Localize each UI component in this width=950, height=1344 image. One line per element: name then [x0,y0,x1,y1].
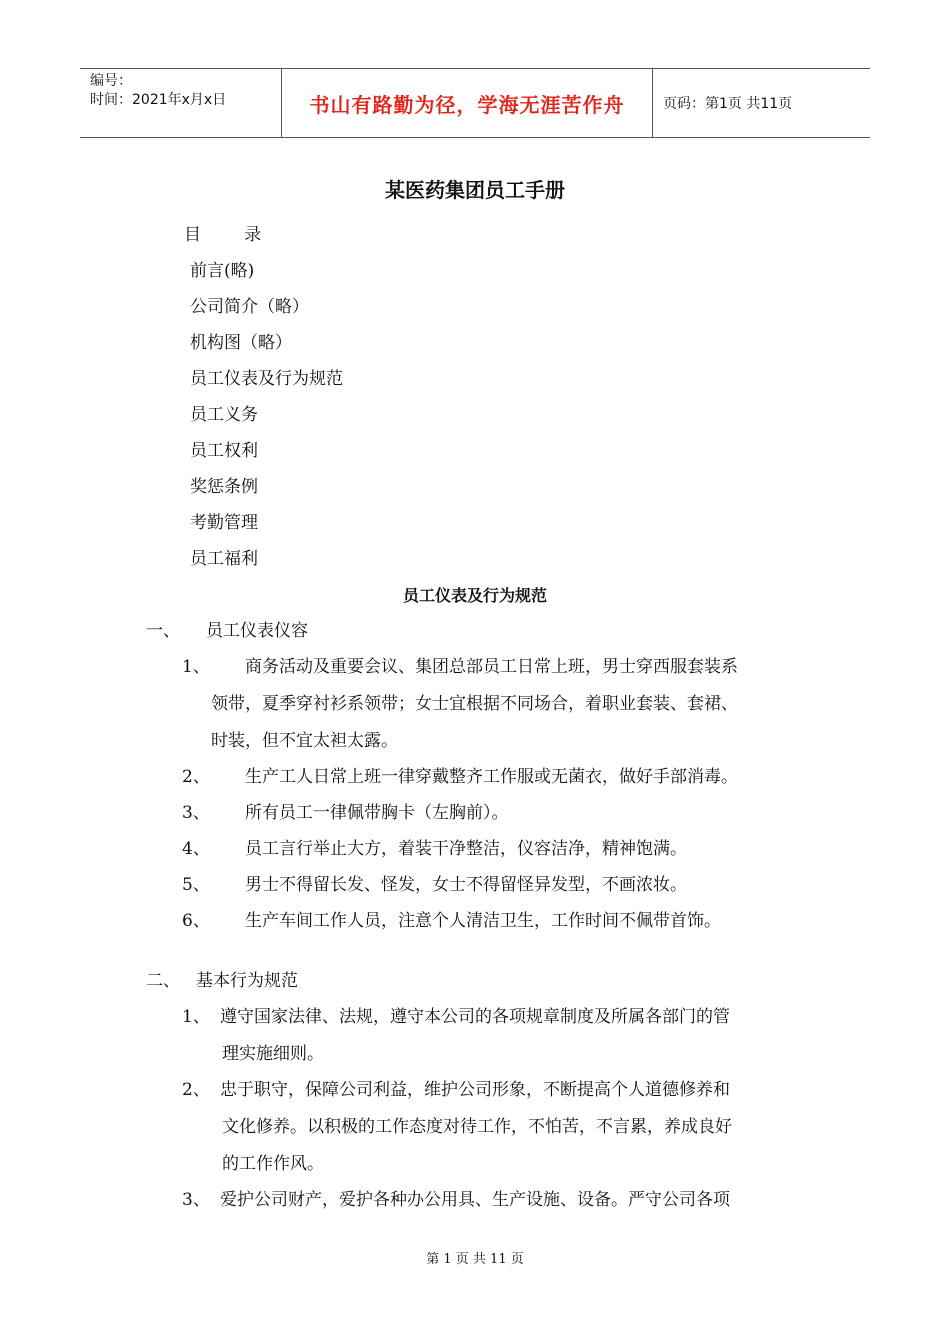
header-page-info: 页码：第1页 共11页 [663,96,793,112]
toc-item: 奖惩条例 [190,477,258,497]
toc-item: 员工仪表及行为规范 [190,369,343,389]
toc-item: 公司简介（略） [190,297,309,317]
toc-item: 考勤管理 [190,513,258,533]
section-title: 员工仪表及行为规范 [402,586,547,605]
toc-heading: 目 录 [184,225,262,245]
item-line: 男士不得留长发、怪发，女士不得留怪异发型，不画浓妆。 [245,875,687,895]
item-number: 2、 [182,1080,210,1100]
part-number: 一、 [146,621,180,641]
item-line: 生产工人日常上班一律穿戴整齐工作服或无菌衣，做好手部消毒。 [245,767,738,787]
time-label: 时间：2021年x月x日 [90,92,227,108]
header-meta-cell [80,69,282,137]
item-number: 1、 [182,1007,210,1027]
part-title: 员工仪表仪容 [206,621,308,641]
item-line: 理实施细则。 [222,1044,324,1064]
page-footer: 第 1 页 共 11 页 [426,1252,524,1267]
header-motto: 书山有路勤为径，学海无涯苦作舟 [282,69,653,137]
item-line: 所有员工一律佩带胸卡（左胸前）。 [245,803,509,823]
document-title: 某医药集团员工手册 [385,178,565,202]
toc-item: 员工义务 [190,405,258,425]
toc-item: 机构图（略） [190,333,292,353]
item-number: 4、 [182,839,210,859]
item-line: 商务活动及重要会议、集团总部员工日常上班，男士穿西服套装系 [245,657,738,677]
item-line: 爱护公司财产，爱护各种办公用具、生产设施、设备。严守公司各项 [220,1190,730,1210]
item-number: 3、 [182,1190,210,1210]
item-number: 6、 [182,911,210,931]
item-line: 忠于职守，保障公司利益，维护公司形象，不断提高个人道德修养和 [220,1080,730,1100]
toc-item: 员工权利 [190,441,258,461]
item-line: 时装，但不宜太袒太露。 [211,731,398,751]
item-number: 2、 [182,767,210,787]
header-table [80,68,870,138]
item-line: 员工言行举止大方，着装干净整洁，仪容洁净，精神饱满。 [245,839,687,859]
part-title: 基本行为规范 [196,971,298,991]
part-number: 二、 [146,971,180,991]
item-line: 的工作作风。 [222,1154,324,1174]
item-number: 5、 [182,875,210,895]
code-label: 编号： [90,73,132,89]
item-number: 3、 [182,803,210,823]
item-number: 1、 [182,657,210,677]
item-line: 领带，夏季穿衬衫系领带；女士宜根据不同场合，着职业套装、套裙、 [211,694,738,714]
item-line: 文化修养。以积极的工作态度对待工作，不怕苦，不言累，养成良好 [222,1117,732,1137]
item-line: 遵守国家法律、法规，遵守本公司的各项规章制度及所属各部门的管 [220,1007,730,1027]
item-line: 生产车间工作人员，注意个人清洁卫生，工作时间不佩带首饰。 [245,911,721,931]
toc-item: 前言(略) [190,261,255,281]
toc-item: 员工福利 [190,549,258,569]
